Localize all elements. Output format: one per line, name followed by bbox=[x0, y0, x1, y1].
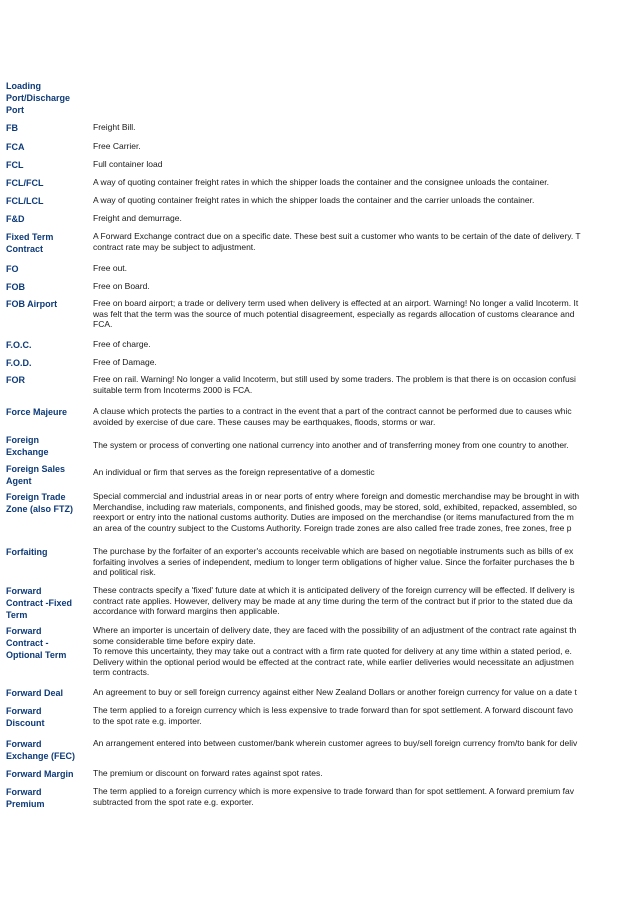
glossary-definition: Free on Board. bbox=[93, 281, 150, 291]
glossary-term: Forward Deal bbox=[6, 688, 64, 698]
glossary-definition: A way of quoting container freight rates in which the shipper loads the container and the carrier unloads the container. bbox=[93, 195, 535, 205]
glossary-term: FCL/LCL bbox=[6, 196, 44, 206]
glossary-definition: Free on rail. Warning! No longer a valid Incoterm, but still used by some traders. The problem is that there is on occasion confusi suitable term from Incoterms 2000 is FCA. bbox=[93, 374, 576, 395]
glossary-term: FOB Airport bbox=[6, 299, 58, 309]
glossary-term: Forward Discount bbox=[6, 706, 45, 728]
glossary-definition: Full container load bbox=[93, 159, 163, 169]
glossary-term: F&D bbox=[6, 214, 25, 224]
glossary-term: Loading Port/Discharge Port bbox=[6, 81, 71, 115]
glossary-definition: Free Carrier. bbox=[93, 141, 141, 151]
glossary-definition: Special commercial and industrial areas in or near ports of entry where foreign and domestic merchandise may be brought in with Merchandise, including raw materials, components, and finished goods, may be stored, sold, exhibited, repacked, assembled, so reexport or entry into the national customs authority. Duties are imposed on the merchandise (or items manufactured from the m an area of the country subject to the Customs Authority. Foreign trade zones are also called free trade zones, free zones, free p bbox=[93, 491, 580, 533]
glossary-definition: An individual or firm that serves as the foreign representative of a domestic bbox=[93, 467, 375, 477]
glossary-term: Forward Contract -Fixed Term bbox=[6, 586, 73, 620]
glossary-term: FCA bbox=[6, 142, 25, 152]
glossary-term: F.O.C. bbox=[6, 340, 32, 350]
glossary-definition: These contracts specify a 'fixed' future date at which it is anticipated delivery of the foreign currency will be effected. If delivery is contract rate applies. However, delivery may be made at any time during the term of the contract but if prior to the stated due da accordance with forward margins then applicable. bbox=[93, 585, 575, 616]
glossary-term: Foreign Sales Agent bbox=[6, 464, 66, 486]
glossary-term: FCL/FCL bbox=[6, 178, 44, 188]
glossary-term: FOB bbox=[6, 282, 25, 292]
glossary-definition: The term applied to a foreign currency which is less expensive to trade forward than for spot settlement. A forward discount favo to the spot rate e.g. importer. bbox=[93, 705, 574, 726]
glossary-term: Force Majeure bbox=[6, 407, 68, 417]
glossary-term: Foreign Exchange bbox=[6, 435, 49, 457]
glossary-definition: Freight Bill. bbox=[93, 122, 136, 132]
glossary-definition: Free of Damage. bbox=[93, 357, 157, 367]
glossary-term: FO bbox=[6, 264, 19, 274]
glossary-term: Forward Premium bbox=[6, 787, 45, 809]
glossary-term: Fixed Term Contract bbox=[6, 232, 54, 254]
glossary-definition: The term applied to a foreign currency which is more expensive to trade forward than for spot settlement. A forward premium fav subtracted from the spot rate e.g. exporter. bbox=[93, 786, 574, 807]
glossary-term: FOR bbox=[6, 375, 25, 385]
glossary-definition: The purchase by the forfaiter of an exporter's accounts receivable which are based on negotiable instruments such as bills of ex forfaiting involves a series of independent, medium to longer term obligations of higher value. Since the forfaiter purchases the b and political risk. bbox=[93, 546, 575, 577]
glossary-definition: A clause which protects the parties to a contract in the event that a part of the contract cannot be performed due to causes whic avoided by exercise of due care. These causes may be earthquakes, floods, storms or war. bbox=[93, 406, 572, 427]
glossary-definition: A Forward Exchange contract due on a specific date. These best suit a customer who wants to be certain of the date of delivery. T contract rate may be subject to adjustment. bbox=[93, 231, 581, 252]
glossary-definition: Free on board airport; a trade or delivery term used when delivery is effected at an airport. Warning! No longer a valid Incoterm. It was felt that the term was the source of much potential disagreement, especially as regards allocation of customs clearance and FCA. bbox=[93, 298, 579, 329]
glossary-definition: Free out. bbox=[93, 263, 128, 273]
glossary-term: Forward Margin bbox=[6, 769, 74, 779]
glossary-term: FB bbox=[6, 123, 18, 133]
glossary-term: Forward Exchange (FEC) bbox=[6, 739, 76, 761]
glossary-term: Foreign Trade Zone (also FTZ) bbox=[6, 492, 73, 514]
glossary-definition: Free of charge. bbox=[93, 339, 151, 349]
glossary-definition: An arrangement entered into between customer/bank wherein customer agrees to buy/sell foreign currency from/to bank for deliv bbox=[93, 738, 578, 748]
glossary-definition: The system or process of converting one national currency into another and of transferring money from one country to another. bbox=[93, 440, 569, 450]
glossary-definition: Where an importer is uncertain of delivery date, they are faced with the possibility of an adjustment of the contract rate against th some considerable time before expiry date. To remove this uncertainty, they may take out a contract with a firm rate quoted for delivery at any time within a stated period, e. Delivery within the optional period would be effected at the contract rate, while earlier deliveries would necessitate an adjustmen term contracts. bbox=[93, 625, 577, 677]
glossary-definition: The premium or discount on forward rates against spot rates. bbox=[93, 768, 323, 778]
glossary-term: Forfaiting bbox=[6, 547, 48, 557]
glossary-definition: A way of quoting container freight rates in which the shipper loads the container and the consignee unloads the container. bbox=[93, 177, 549, 187]
glossary-term: F.O.D. bbox=[6, 358, 32, 368]
glossary-definition: Freight and demurrage. bbox=[93, 213, 182, 223]
glossary-definition: An agreement to buy or sell foreign currency against either New Zealand Dollars or another foreign currency for value on a date t bbox=[93, 687, 577, 697]
glossary-term: FCL bbox=[6, 160, 24, 170]
glossary-term: Forward Contract - Optional Term bbox=[6, 626, 67, 660]
